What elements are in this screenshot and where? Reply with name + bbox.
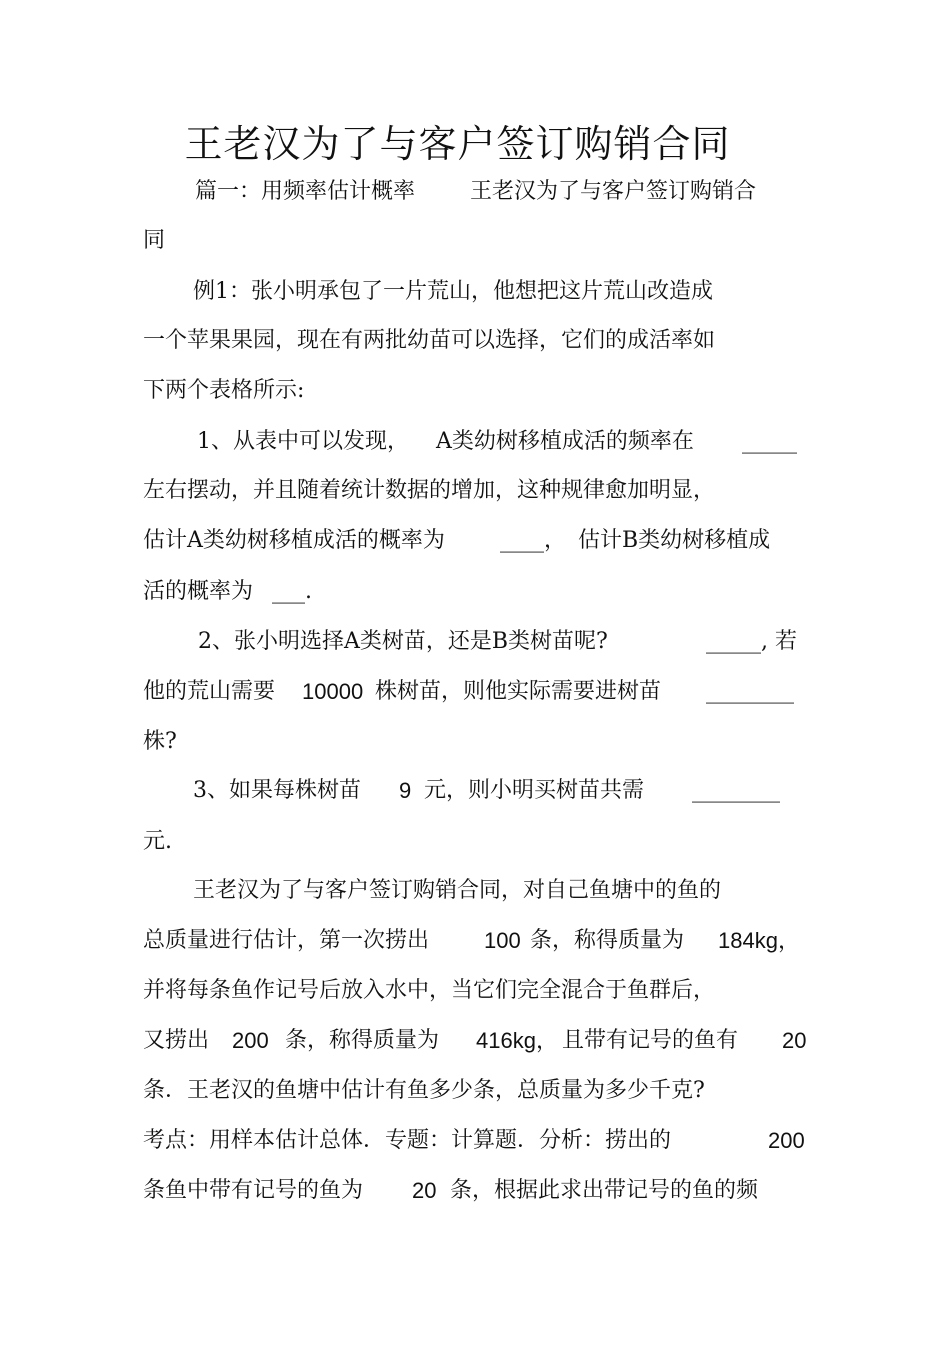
problem-line6	[0, 1125, 950, 1157]
q2-line2	[0, 676, 950, 708]
q1-estimate-b: 估计B类幼树移植成	[578, 528, 771, 553]
q1-blank-2: ____，	[500, 528, 567, 553]
analysis-text: 考点：用样本估计总体．专题：计算题．分析：捞出的	[143, 1128, 672, 1153]
problem-first-count: 100	[484, 928, 521, 953]
problem-line4	[0, 1025, 950, 1057]
problem-weighed-text: 条，称得质量为	[530, 928, 685, 953]
analysis-count: 200	[768, 1128, 805, 1153]
q1-estimate-a: 估计A类幼树移植成活的概率为	[143, 528, 445, 553]
problem-marked-text: 且带有记号的鱼有	[562, 1028, 739, 1053]
q2-blank-2: ________	[706, 679, 794, 704]
q3-line1	[0, 775, 950, 807]
subtitle-title: 王老汉为了与客户签订购销合	[470, 179, 757, 204]
q3-price: 9	[399, 778, 412, 803]
subtitle-label: 篇一：用频率估计概率	[195, 179, 416, 204]
q2-line1	[0, 626, 950, 658]
q3-line2: 元.	[143, 829, 172, 854]
problem-second-count: 200	[232, 1028, 269, 1053]
analysis-marked-text: 条鱼中带有记号的鱼为	[143, 1178, 364, 1203]
example1-line3: 下两个表格所示:	[143, 378, 305, 403]
problem-line5: 条．王老汉的鱼塘中估计有鱼多少条，总质量为多少千克?	[143, 1078, 705, 1103]
q1-line2: 左右摆动，并且随着统计数据的增加，这种规律愈加明显，	[143, 478, 716, 503]
problem-marked-count: 20	[782, 1028, 807, 1053]
problem-line3: 并将每条鱼作记号后放入水中，当它们完全混合于鱼群后，	[143, 978, 716, 1003]
q1-line3	[0, 525, 950, 557]
q3-blank: ________	[692, 778, 780, 803]
q2-tree-count: 10000	[302, 679, 364, 704]
problem-first-catch: 总质量进行估计，第一次捞出	[143, 928, 430, 953]
q3-price-text: 3、如果每株树苗	[193, 778, 361, 803]
q1-line4	[0, 576, 950, 608]
problem-second-weighed-text: 条，称得质量为	[285, 1028, 440, 1053]
q2-actual-text: 株树苗，则他实际需要进树苗	[375, 679, 662, 704]
q2-need-text: 他的荒山需要	[143, 679, 276, 704]
q1-frequency-text: A类幼树移植成活的频率在	[436, 429, 694, 454]
q2-line3: 株?	[143, 729, 177, 754]
q3-total-text: 元，则小明买树苗共需	[424, 778, 645, 803]
q2-blank-1: _____, 若	[706, 629, 797, 654]
q1-blank-1: _____	[742, 429, 797, 454]
example1-line2: 一个苹果果园，现在有两批幼苗可以选择，它们的成活率如	[143, 328, 716, 353]
problem-line1: 王老汉为了与客户签订购销合同，对自己鱼塘中的鱼的	[193, 878, 722, 903]
subtitle-continuation: 同	[143, 228, 166, 253]
q1-line1	[0, 426, 950, 458]
analysis-marked-count: 20	[412, 1178, 437, 1203]
q1-intro: 1、从表中可以发现，	[197, 429, 409, 454]
problem-second-catch: 又捞出	[143, 1028, 210, 1053]
problem-line2	[0, 925, 950, 957]
subtitle-line	[0, 176, 950, 208]
q1-blank-3: ___.	[272, 579, 312, 604]
problem-line7	[0, 1175, 950, 1207]
example1-line1: 例1：张小明承包了一片荒山，他想把这片荒山改造成	[193, 279, 713, 304]
q1-estimate-b-end: 活的概率为	[143, 579, 254, 604]
problem-second-weight: 416kg，	[476, 1028, 558, 1053]
page-title: 王老汉为了与客户签订购销合同	[184, 122, 731, 166]
q2-question: 2、张小明选择A类树苗，还是B类树苗呢?	[198, 629, 608, 654]
problem-first-weight: 184kg，	[718, 928, 800, 953]
analysis-frequency-text: 条，根据此求出带记号的鱼的频	[450, 1178, 759, 1203]
